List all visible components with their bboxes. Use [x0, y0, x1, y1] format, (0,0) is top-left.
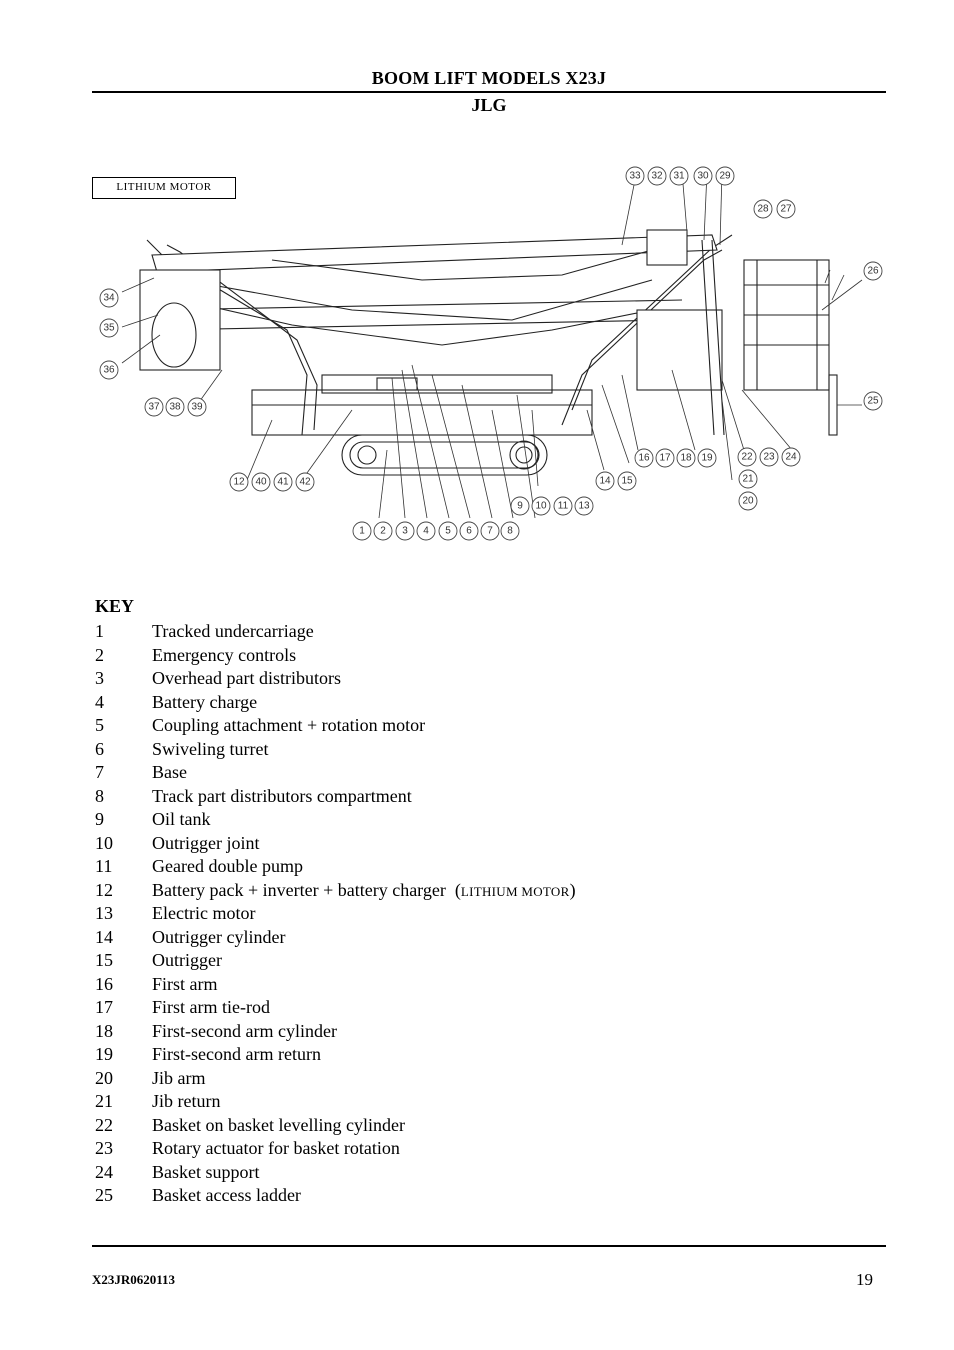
svg-text:28: 28	[757, 203, 769, 215]
svg-text:33: 33	[629, 170, 641, 182]
svg-text:21: 21	[742, 473, 754, 485]
callout-40	[252, 473, 270, 491]
callout-14	[596, 472, 614, 490]
key-item: 5 Coupling attachment + rotation motor	[95, 715, 426, 735]
callout-6	[460, 522, 478, 540]
key-item: 8 Track part distributors compartment	[95, 785, 412, 806]
callout-17	[656, 449, 674, 467]
svg-text:2: 2	[380, 525, 386, 537]
footer-divider	[92, 1245, 886, 1247]
callout-34	[100, 289, 118, 307]
key-item: 25 Basket access ladder	[95, 1185, 301, 1205]
key-item: 17 First arm tie-rod	[95, 997, 270, 1017]
svg-text:4: 4	[423, 525, 429, 537]
callout-12	[230, 473, 248, 491]
key-list	[95, 620, 576, 1208]
callout-7	[481, 522, 499, 540]
svg-text:23: 23	[763, 451, 775, 463]
key-item: 23 Rotary actuator for basket rotation	[95, 1138, 400, 1158]
document-code: X23JR0620113	[92, 1272, 176, 1287]
svg-text:26: 26	[867, 265, 879, 277]
callout-30	[694, 167, 712, 185]
lithium-motor-note: LITHIUM MOTOR	[460, 883, 570, 899]
svg-text:18: 18	[680, 452, 692, 464]
key-item: 11 Geared double pump	[95, 856, 303, 876]
key-item: 2 Emergency controls	[95, 644, 297, 665]
svg-text:9: 9	[517, 500, 523, 512]
svg-text:34: 34	[103, 292, 115, 304]
svg-text:8: 8	[507, 525, 513, 537]
callout-36	[100, 361, 118, 379]
svg-text:1: 1	[359, 525, 365, 537]
svg-text:39: 39	[191, 401, 203, 413]
callout-16	[635, 449, 653, 467]
callout-10	[532, 497, 550, 515]
svg-text:3: 3	[402, 525, 408, 537]
key-item: 12 Battery pack + inverter + battery charger (LITHIUM MOTOR)	[95, 879, 576, 900]
lithium-motor-tag: LITHIUM MOTOR	[92, 177, 236, 199]
callout-42	[296, 473, 314, 491]
key-item: 7 Base	[95, 762, 187, 782]
key-item: 14 Outrigger cylinder	[95, 926, 286, 947]
svg-text:10: 10	[535, 500, 547, 512]
svg-text:24: 24	[785, 451, 797, 463]
key-item: 15 Outrigger	[95, 950, 222, 970]
svg-text:32: 32	[651, 170, 663, 182]
svg-text:20: 20	[742, 495, 754, 507]
svg-text:30: 30	[697, 170, 709, 182]
key-item: 20 Jib arm	[95, 1067, 206, 1088]
callout-5	[439, 522, 457, 540]
svg-text:41: 41	[277, 476, 289, 488]
key-item: 19 First-second arm return	[95, 1044, 321, 1064]
callout-11	[554, 497, 572, 515]
svg-text:29: 29	[719, 170, 731, 182]
key-item: 3 Overhead part distributors	[95, 668, 341, 688]
svg-text:40: 40	[255, 476, 267, 488]
callout-27	[777, 200, 795, 218]
key-item: 21 Jib return	[95, 1091, 221, 1111]
svg-text:36: 36	[103, 364, 115, 376]
callout-18	[677, 449, 695, 467]
machine-drawing	[140, 230, 837, 475]
svg-text:22: 22	[741, 451, 753, 463]
callout-35	[100, 319, 118, 337]
callout-28	[754, 200, 772, 218]
callout-4	[417, 522, 435, 540]
key-item: 9 Oil tank	[95, 809, 211, 829]
key-item: 24 Basket support	[95, 1161, 260, 1182]
callout-25	[864, 392, 882, 410]
callout-13	[575, 497, 593, 515]
callout-41	[274, 473, 292, 491]
callout-38	[166, 398, 184, 416]
callout-19	[698, 449, 716, 467]
svg-text:7: 7	[487, 525, 493, 537]
callout-15	[618, 472, 636, 490]
key-item: 18 First-second arm cylinder	[95, 1020, 337, 1041]
callout-3	[396, 522, 414, 540]
callout-31	[670, 167, 688, 185]
key-heading: KEY	[95, 596, 135, 616]
callout-33	[626, 167, 644, 185]
svg-text:11: 11	[557, 500, 569, 512]
key-item: 6 Swiveling turret	[95, 738, 269, 759]
key-item: 1 Tracked undercarriage	[95, 621, 314, 641]
key-item: 13 Electric motor	[95, 903, 256, 923]
svg-text:27: 27	[780, 203, 792, 215]
callout-21	[739, 470, 757, 488]
header-divider	[92, 91, 886, 93]
svg-text:19: 19	[701, 452, 713, 464]
svg-text:31: 31	[673, 170, 685, 182]
callout-32	[648, 167, 666, 185]
svg-text:35: 35	[103, 322, 115, 334]
callout-26	[864, 262, 882, 280]
callout-24	[782, 448, 800, 466]
callout-22	[738, 448, 756, 466]
svg-text:15: 15	[621, 475, 633, 487]
page-header-subtitle: JLG	[471, 95, 507, 115]
svg-text:12: 12	[233, 476, 245, 488]
svg-text:5: 5	[445, 525, 451, 537]
key-item: 4 Battery charge	[95, 691, 258, 712]
svg-text:13: 13	[578, 500, 590, 512]
svg-text:14: 14	[599, 475, 611, 487]
callout-8	[501, 522, 519, 540]
key-item: 16 First arm	[95, 973, 218, 994]
callout-23	[760, 448, 778, 466]
upper-arm	[152, 235, 717, 272]
svg-text:17: 17	[659, 452, 671, 464]
callout-29	[716, 167, 734, 185]
key-item: 10 Outrigger joint	[95, 832, 260, 853]
rear-motor-block	[140, 270, 220, 370]
page-header-title: BOOM LIFT MODELS X23J	[371, 68, 607, 88]
page-number: 19	[856, 1270, 873, 1289]
svg-text:42: 42	[299, 476, 311, 488]
boom-lift-diagram	[92, 160, 892, 550]
svg-text:38: 38	[169, 401, 181, 413]
callout-39	[188, 398, 206, 416]
callout-1	[353, 522, 371, 540]
svg-text:6: 6	[466, 525, 472, 537]
key-item: 22 Basket on basket levelling cylinder	[95, 1114, 405, 1135]
svg-text:37: 37	[148, 401, 160, 413]
svg-text:16: 16	[638, 452, 650, 464]
callout-2	[374, 522, 392, 540]
callout-20	[739, 492, 757, 510]
callout-37	[145, 398, 163, 416]
svg-text:25: 25	[867, 395, 879, 407]
callout-9	[511, 497, 529, 515]
